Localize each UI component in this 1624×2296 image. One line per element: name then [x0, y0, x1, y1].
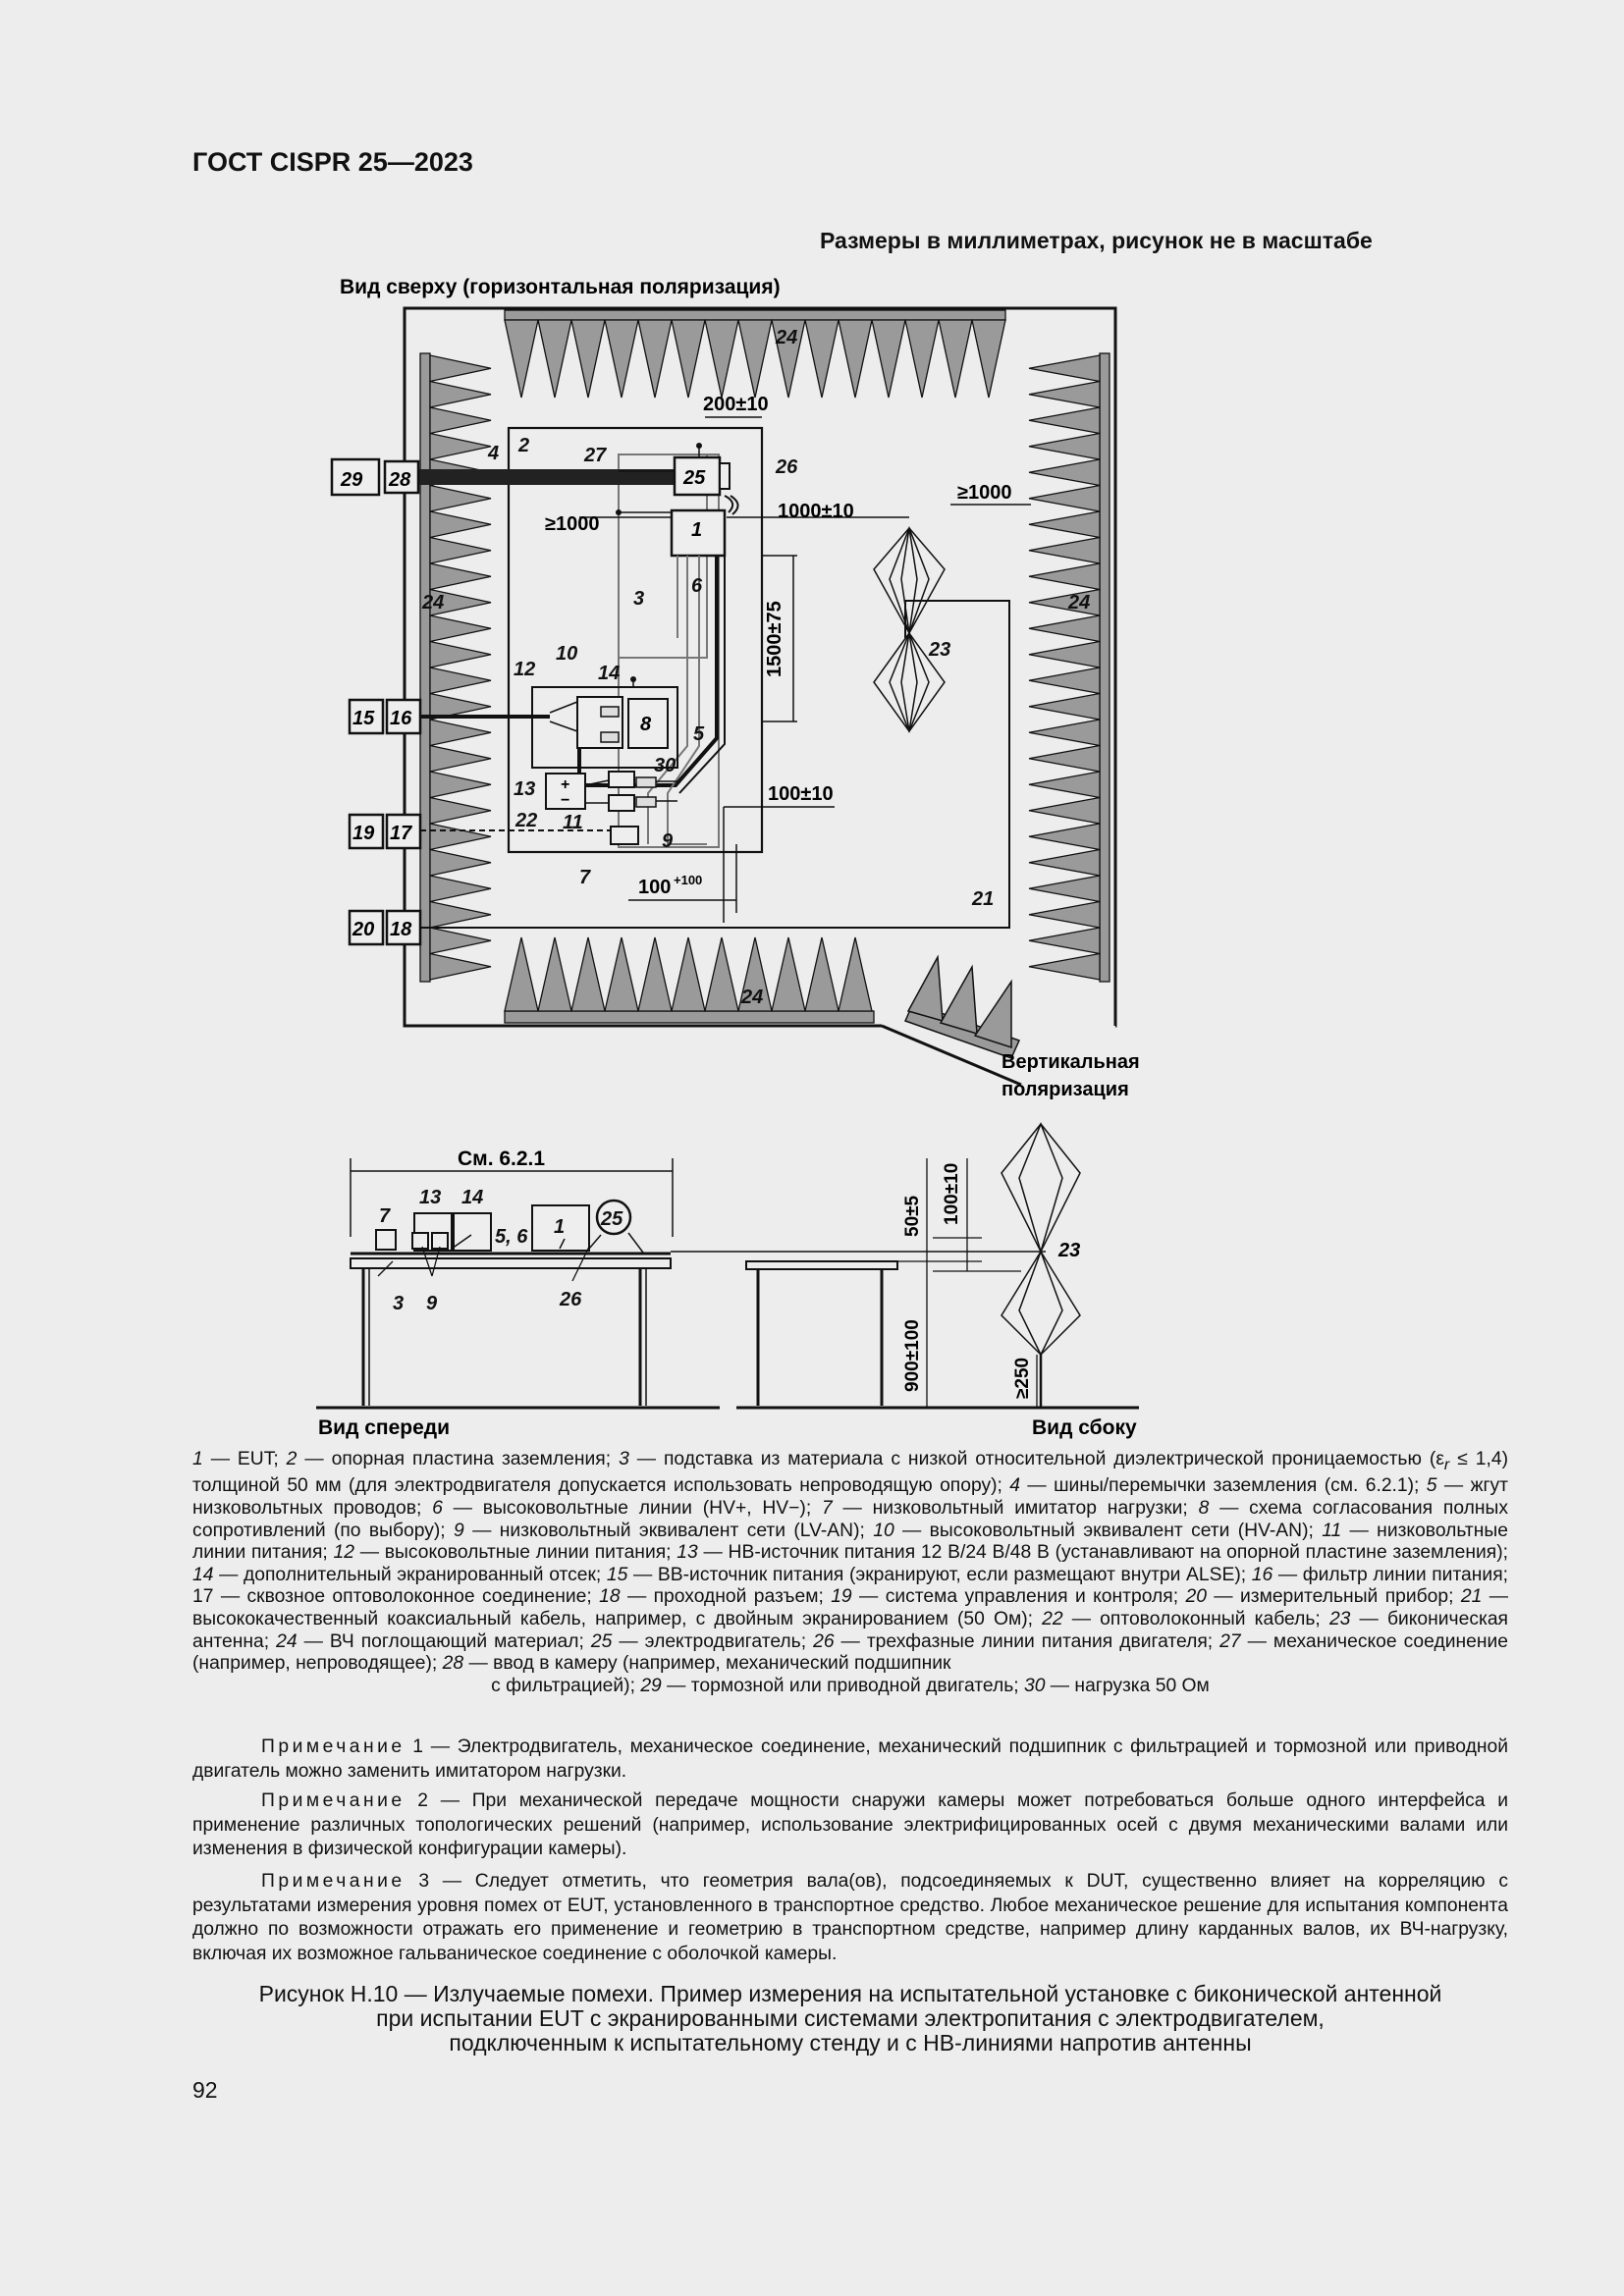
absorber-cone [430, 876, 491, 902]
legend-item-text: — высококачественный коаксиальный кабель, например, с двойным экранированием (50 Ом); [192, 1586, 1508, 1630]
note-1-text: 1 — Электродвигатель, механическое соединение, механический подшипник с фильтрацией и тормозной или приводной двигатель можно заменить имитатором нагрузки. [192, 1736, 1508, 1782]
front-lv-an [412, 1233, 428, 1249]
legend-body [192, 1449, 1508, 1676]
label-17: 17 [390, 823, 412, 844]
absorber-cone [538, 937, 571, 1011]
page-number: 92 [192, 2077, 218, 2103]
dim-1000-left: ≥1000 [545, 513, 600, 535]
front-label-25: 25 [601, 1208, 623, 1230]
absorber-cone [638, 937, 672, 1011]
note-2-prefix: Примечание [261, 1790, 406, 1811]
absorber-cone [805, 320, 839, 398]
front-label-9: 9 [426, 1293, 438, 1314]
absorber-cone [1029, 382, 1100, 408]
legend-item-text: — механическое соединение (например, непроводящее); [192, 1630, 1508, 1675]
caption-line-1: Рисунок H.10 — Излучаемые помехи. Пример измерения на испытательной установке с биконической антенной [258, 1981, 1442, 2006]
legend-item-text: — высоковольтные линии питания; [353, 1542, 677, 1564]
legend-item-text: — ВЧ поглощающий материал; [297, 1630, 591, 1652]
dim-250: ≥250 [1012, 1357, 1033, 1399]
absorber-cone [1029, 407, 1100, 434]
note-1 [192, 1735, 1508, 1784]
absorber-cone [605, 320, 638, 398]
document-header: ГОСТ CISPR 25—2023 [192, 147, 473, 177]
front-lv-load [376, 1230, 396, 1250]
front-compartment [454, 1213, 491, 1251]
absorber-cone [1029, 667, 1100, 694]
lv-load-simulator [611, 827, 638, 844]
front-view-label: Вид спереди [318, 1416, 451, 1439]
label-9: 9 [662, 830, 674, 852]
label-4: 4 [488, 443, 500, 464]
absorber-cone [1029, 824, 1100, 850]
absorber-cone [571, 320, 605, 398]
absorber-cone [430, 563, 491, 590]
side-label-23: 23 [1058, 1240, 1081, 1261]
legend-item-num: 28 [442, 1653, 464, 1675]
legend-item-text: — нагрузка 50 Ом [1045, 1675, 1210, 1696]
legend-item-text: — низковольтный имитатор нагрузки; [832, 1498, 1199, 1520]
legend-item-num: 21 [1460, 1586, 1483, 1608]
legend-item-num: 12 [333, 1542, 354, 1564]
absorber-cone [1029, 850, 1100, 877]
absorber-cone [430, 382, 491, 408]
side-view-label: Вид сбоку [1032, 1416, 1137, 1439]
absorber-cone [430, 434, 491, 460]
absorber-cone [972, 320, 1005, 398]
label-14: 14 [598, 663, 621, 684]
dim-100-bottom-sup: +100 [674, 873, 703, 887]
dim-100-right: 100±10 [768, 783, 834, 805]
absorber-cone [672, 937, 705, 1011]
label-1: 1 [691, 519, 703, 541]
absorber-cone [1029, 954, 1100, 981]
legend-item-text: ≤ 1,4) толщиной 50 мм (для электродвигателя допускается использовать непроводящую опору); [192, 1449, 1508, 1497]
legend-item-num: 14 [192, 1564, 214, 1585]
legend-item-num: 18 [599, 1586, 621, 1608]
absorber-cone [1029, 746, 1100, 773]
legend-item-num: 6 [432, 1498, 443, 1520]
legend-item-num: 7 [821, 1498, 833, 1520]
legend-item-text: с фильтрацией); [491, 1675, 641, 1696]
label-5: 5 [693, 723, 705, 745]
legend-item-num: 5 [1426, 1475, 1437, 1497]
note-3-prefix: Примечание [261, 1871, 406, 1892]
legend-item-text: — подставка из материала с низкой относительной диэлектрической проницаемостью (ε [628, 1449, 1444, 1469]
note-2-text: 2 — При механической передаче мощности снаружи камеры может потребоваться больше одного интерфейса и применение различных топологических решений (например, использование электрифицированных осей с двумя механическими валами или изменения в физической конфигурации камеры). [192, 1790, 1508, 1859]
legend-last-line [192, 1676, 1508, 1698]
front-label-13: 13 [419, 1187, 442, 1208]
legend-item-num: 23 [1328, 1609, 1351, 1630]
absorber-cone [638, 320, 672, 398]
absorber-cone [430, 486, 491, 512]
legend-item-text: — жгут низковольтных проводов; [192, 1475, 1508, 1520]
legend-item-num: 10 [873, 1520, 894, 1541]
label-10: 10 [556, 643, 578, 665]
absorber-cone [430, 720, 491, 746]
absorber-cone [1029, 615, 1100, 642]
absorber-cone [1029, 772, 1100, 798]
legend-item-text: — НВ-источник питания 12 В/24 В/48 В (устанавливают на опорной пластине заземления); [697, 1542, 1508, 1564]
vertical-polarization-label-2: поляризация [1001, 1079, 1129, 1100]
label-30: 30 [654, 755, 677, 776]
absorber-cone [430, 355, 491, 382]
legend-item-num: 30 [1023, 1675, 1046, 1696]
absorber-base [505, 310, 1005, 320]
legend-item-text: — фильтр линии питания; 17 — сквозное оптоволоконное соединение; [192, 1564, 1508, 1608]
absorber-cone [430, 798, 491, 825]
label-8: 8 [640, 714, 652, 735]
absorber-cone [1029, 876, 1100, 902]
absorber-cone [939, 320, 972, 398]
front-label-3: 3 [393, 1293, 405, 1314]
absorber-cone [772, 937, 805, 1011]
caption-line-3: подключенным к испытательному стенду и с НВ-линиями напротив антенны [449, 2030, 1252, 2056]
label-24-right: 24 [1068, 592, 1091, 614]
legend-item-text: — низковольтные линии питания; [192, 1520, 1508, 1564]
legend-item-num: 9 [454, 1520, 464, 1541]
legend-item-num: 27 [1219, 1630, 1241, 1652]
absorber-cone [430, 538, 491, 564]
legend-item-num: 20 [1185, 1586, 1207, 1608]
absorber-cone [705, 937, 738, 1011]
absorber-cone [839, 320, 872, 398]
absorber-cone [605, 937, 638, 1011]
legend-item-text: — биконическая антенна; [192, 1609, 1508, 1652]
label-24-bottom: 24 [741, 987, 764, 1008]
legend-item-text: — низковольтный эквивалент сети (LV-AN); [463, 1520, 874, 1541]
front-label-1: 1 [554, 1216, 566, 1238]
label-7: 7 [579, 867, 591, 888]
absorber-cone [1029, 434, 1100, 460]
absorber-cone [430, 407, 491, 434]
legend-item-num: 13 [677, 1542, 698, 1564]
absorber-cone [505, 320, 538, 398]
absorber-cone [505, 937, 538, 1011]
absorber-cone [430, 928, 491, 954]
label-28: 28 [389, 469, 411, 491]
legend-item-num: 15 [606, 1564, 628, 1585]
figure-legend [192, 1449, 1508, 1697]
label-6: 6 [691, 575, 703, 597]
absorber-cone [1029, 902, 1100, 929]
absorber-base [420, 353, 430, 982]
absorber-cone [805, 937, 839, 1011]
label-16: 16 [390, 708, 412, 729]
dim-1500: 1500±75 [764, 601, 785, 677]
legend-item-text: — система управления и контроля; [851, 1586, 1186, 1608]
dim-200: 200±10 [703, 394, 769, 415]
absorber-base [1100, 353, 1110, 982]
note-2 [192, 1789, 1508, 1862]
dim-1000-right: ≥1000 [957, 482, 1012, 504]
legend-item-text: — шины/перемычки заземления (см. 6.2.1); [1020, 1475, 1427, 1497]
caption-line-2: при испытании EUT с экранированными системами электропитания с электродвигателем, [376, 2005, 1325, 2031]
absorber-cone [905, 320, 939, 398]
legend-item-text: — высоковольтный эквивалент сети (HV-AN); [893, 1520, 1323, 1541]
legend-item-num: 8 [1198, 1498, 1210, 1520]
label-26: 26 [776, 456, 798, 478]
legend-item-num: 2 [286, 1449, 298, 1469]
vertical-polarization-label: Вертикальная [1001, 1051, 1140, 1073]
legend-item-num: 24 [276, 1630, 298, 1652]
label-11: 11 [563, 812, 583, 833]
label-24-top: 24 [776, 327, 798, 348]
label-21: 21 [972, 888, 995, 910]
front-label-26: 26 [560, 1289, 582, 1310]
legend-item-text: — опорная пластина заземления; [297, 1449, 620, 1469]
dim-900: 900±100 [902, 1319, 923, 1392]
label-13: 13 [514, 778, 536, 800]
label-19: 19 [352, 823, 375, 844]
legend-item-num: 4 [1009, 1475, 1021, 1497]
absorber-cone [1029, 486, 1100, 512]
absorber-cone [738, 320, 772, 398]
absorber-cone [672, 320, 705, 398]
absorber-cone [1029, 694, 1100, 721]
front-label-5-6: 5, 6 [495, 1226, 528, 1248]
absorber-cone [839, 937, 872, 1011]
absorber-base [505, 1011, 874, 1023]
label-3: 3 [633, 588, 645, 610]
absorber-cone [571, 937, 605, 1011]
svg-text:+: + [561, 776, 570, 793]
absorber-cone [1029, 720, 1100, 746]
legend-item-text: — высоковольтные линии (HV+, HV−); [442, 1498, 822, 1520]
legend-item-text: — схема согласования полных сопротивлений (по выбору); [192, 1498, 1509, 1541]
svg-text:−: − [561, 792, 570, 809]
front-label-14: 14 [461, 1187, 484, 1208]
note-3 [192, 1870, 1508, 1966]
absorber-cone [1029, 798, 1100, 825]
absorber-cone [1029, 511, 1100, 538]
absorber-cone [430, 667, 491, 694]
see-section-ref: См. 6.2.1 [458, 1148, 546, 1170]
legend-item-text: — трехфазные линии питания двигателя; [834, 1630, 1220, 1652]
label-27: 27 [584, 445, 607, 466]
dim-1000-antenna: 1000±10 [778, 501, 854, 522]
legend-item-text: — оптоволоконный кабель; [1062, 1609, 1329, 1630]
absorber-cone [430, 902, 491, 929]
side-view-table [736, 1261, 1139, 1408]
legend-item-text: — проходной разъем; [620, 1586, 832, 1608]
top-view-title: Вид сверху (горизонтальная поляризация) [340, 276, 781, 298]
absorber-cone [1029, 642, 1100, 668]
label-25: 25 [683, 467, 706, 489]
dim-100-vertical: 100±10 [942, 1162, 962, 1225]
legend-item-num: 11 [1322, 1520, 1342, 1541]
legend-item-num: 1 [192, 1449, 203, 1469]
absorber-cone [1029, 928, 1100, 954]
label-20: 20 [352, 919, 375, 940]
dim-50: 50±5 [902, 1195, 923, 1237]
legend-item-num: 16 [1251, 1564, 1273, 1585]
legend-item-text: — ввод в камеру (например, механический подшипник [463, 1653, 951, 1675]
absorber-cone [430, 772, 491, 798]
legend-item-text: — тормозной или приводной двигатель; [661, 1675, 1024, 1696]
absorber-cone [430, 824, 491, 850]
absorber-cone [430, 642, 491, 668]
absorber-cone [1029, 459, 1100, 486]
note-1-prefix: Примечание [261, 1736, 406, 1757]
legend-item-text: — электродвигатель; [612, 1630, 814, 1652]
absorber-cone [430, 954, 491, 981]
legend-item-num: 19 [831, 1586, 852, 1608]
legend-item-text: — измерительный прибор; [1206, 1586, 1461, 1608]
legend-item-text: — ВВ-источник питания (экранируют, если размещают внутри ALSE); [627, 1564, 1252, 1585]
label-24-left: 24 [422, 592, 445, 614]
absorber-cone [430, 615, 491, 642]
label-15: 15 [352, 708, 375, 729]
front-label-7: 7 [379, 1205, 391, 1227]
absorber-cone [1029, 355, 1100, 382]
legend-item-text: — дополнительный экранированный отсек; [213, 1564, 607, 1585]
legend-item-num: 25 [590, 1630, 613, 1652]
lv-an-box [609, 772, 634, 787]
front-view-table [316, 1254, 720, 1408]
legend-item-num: 22 [1042, 1609, 1063, 1630]
label-18: 18 [390, 919, 412, 940]
label-29: 29 [341, 469, 363, 491]
label-23: 23 [929, 639, 951, 661]
dim-100-bottom: 100 [638, 877, 672, 898]
legend-item-text: — EUT; [202, 1449, 287, 1469]
label-2: 2 [518, 435, 530, 456]
label-12: 12 [514, 659, 536, 680]
label-22: 22 [515, 810, 538, 831]
dimensions-note: Размеры в миллиметрах, рисунок не в масштабе [820, 228, 1373, 253]
note-3-text: 3 — Следует отметить, что геометрия вала(ов), подсоединяемых к DUT, существенно влияет на корреляцию с результатами измерения уровня помех от EUT, установленного в транспортное средство. Любое механическое решение для испытания компонента должно по возможности отражать его применение и геометрию в транспортном средстве, например длину карданных валов, их ВЧ-нагрузку, включая их возможное гальваническое соединение с оболочкой камеры. [192, 1871, 1508, 1964]
absorber-cone [1029, 538, 1100, 564]
biconical-antenna-top [874, 528, 945, 731]
legend-item-num: 3 [619, 1449, 629, 1469]
legend-item-subscript: r [1443, 1455, 1450, 1473]
absorber-cone [430, 511, 491, 538]
absorber-cone [705, 320, 738, 398]
absorber-cone [430, 746, 491, 773]
absorber-cone [430, 850, 491, 877]
legend-item-num: 26 [813, 1630, 835, 1652]
absorber-cone [1029, 563, 1100, 590]
figure-caption [192, 1982, 1508, 2056]
absorber-cone [538, 320, 571, 398]
absorber-cone [872, 320, 905, 398]
legend-item-num: 29 [640, 1675, 662, 1696]
